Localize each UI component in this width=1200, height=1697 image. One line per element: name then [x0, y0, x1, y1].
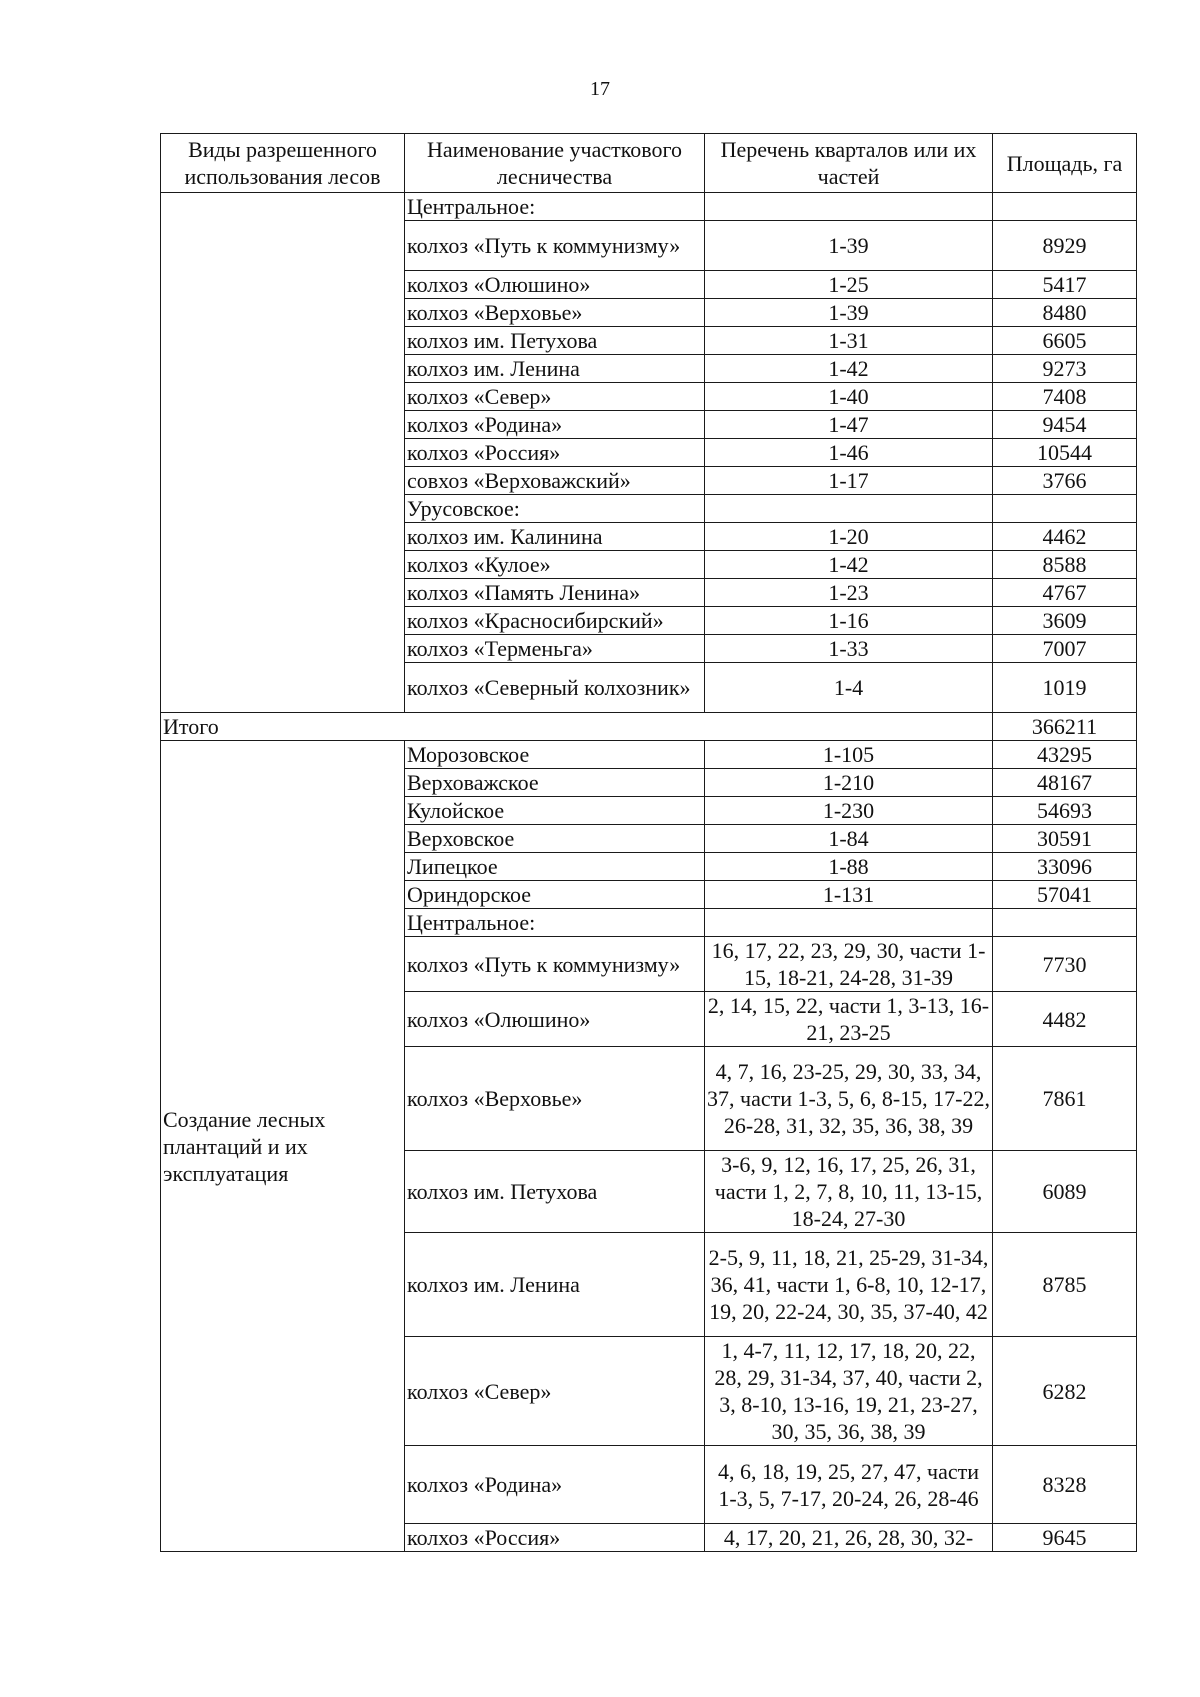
area-cell: 8785	[993, 1233, 1137, 1337]
forestry-name: Центральное:	[405, 909, 705, 937]
forestry-name: колхоз «Россия»	[405, 439, 705, 467]
forestry-name: колхоз им. Петухова	[405, 1151, 705, 1233]
header-use-type: Виды разрешенного использования лесов	[161, 134, 405, 193]
use-type-cell-empty	[161, 193, 405, 713]
forestry-name: колхоз «Родина»	[405, 1446, 705, 1524]
forestry-name: колхоз «Путь к коммунизму»	[405, 937, 705, 992]
area-cell: 9273	[993, 355, 1137, 383]
forestry-name: колхоз «Олюшино»	[405, 992, 705, 1047]
area-cell: 4482	[993, 992, 1137, 1047]
forestry-name: колхоз им. Петухова	[405, 327, 705, 355]
area-cell	[993, 909, 1137, 937]
quarters-cell: 1-17	[705, 467, 993, 495]
area-cell: 7007	[993, 635, 1137, 663]
quarters-cell: 4, 6, 18, 19, 25, 27, 47, части 1-3, 5, 7-17, 20-24, 26, 28-46	[705, 1446, 993, 1524]
forestry-name: колхоз «Кулое»	[405, 551, 705, 579]
header-area: Площадь, га	[993, 134, 1137, 193]
quarters-cell: 1-88	[705, 853, 993, 881]
forestry-name: колхоз «Терменьга»	[405, 635, 705, 663]
total-row	[161, 713, 1137, 741]
quarters-cell: 1-131	[705, 881, 993, 909]
area-cell: 43295	[993, 741, 1137, 769]
area-cell: 8480	[993, 299, 1137, 327]
area-cell: 6089	[993, 1151, 1137, 1233]
area-cell: 6282	[993, 1337, 1137, 1446]
header-forestry-name: Наименование участкового лесничества	[405, 134, 705, 193]
forestry-name: колхоз «Север»	[405, 1337, 705, 1446]
quarters-cell: 4, 7, 16, 23-25, 29, 30, 33, 34, 37, части 1-3, 5, 6, 8-15, 17-22, 26-28, 31, 32, 35, 36, 38, 39	[705, 1047, 993, 1151]
quarters-cell: 1-210	[705, 769, 993, 797]
quarters-cell: 3-6, 9, 12, 16, 17, 25, 26, 31, части 1, 2, 7, 8, 10, 11, 13-15, 18-24, 27-30	[705, 1151, 993, 1233]
forestry-name: Ориндорское	[405, 881, 705, 909]
area-cell: 10544	[993, 439, 1137, 467]
area-cell: 57041	[993, 881, 1137, 909]
area-cell: 54693	[993, 797, 1137, 825]
page-number: 17	[590, 78, 610, 100]
quarters-cell: 1-20	[705, 523, 993, 551]
forestry-name: Центральное:	[405, 193, 705, 221]
total-body	[161, 713, 1137, 741]
forestry-name: колхоз «Верховье»	[405, 1047, 705, 1151]
area-cell: 4767	[993, 579, 1137, 607]
forestry-name: колхоз им. Ленина	[405, 1233, 705, 1337]
quarters-cell: 1-31	[705, 327, 993, 355]
area-cell: 33096	[993, 853, 1137, 881]
forestry-name: колхоз «Родина»	[405, 411, 705, 439]
area-cell: 9454	[993, 411, 1137, 439]
area-cell: 7408	[993, 383, 1137, 411]
quarters-cell	[705, 909, 993, 937]
area-cell: 1019	[993, 663, 1137, 713]
use-type-category: Создание лесных плантаций и их эксплуатация	[161, 741, 405, 1552]
area-cell: 3766	[993, 467, 1137, 495]
forestry-name: колхоз «Олюшино»	[405, 271, 705, 299]
quarters-cell: 1, 4-7, 11, 12, 17, 18, 20, 22, 28, 29, 31-34, 37, 40, части 2, 3, 8-10, 13-16, 19, 21, 23-27, 30, 35, 36, 38, 39	[705, 1337, 993, 1446]
area-cell	[993, 193, 1137, 221]
quarters-cell: 1-39	[705, 299, 993, 327]
forestry-name: колхоз «Россия»	[405, 1524, 705, 1552]
header-quarters: Перечень кварталов или их частей	[705, 134, 993, 193]
table-header-row	[161, 134, 1137, 193]
area-cell: 3609	[993, 607, 1137, 635]
forestry-name: колхоз им. Ленина	[405, 355, 705, 383]
area-cell: 7861	[993, 1047, 1137, 1151]
quarters-cell: 16, 17, 22, 23, 29, 30, части 1-15, 18-21, 24-28, 31-39	[705, 937, 993, 992]
quarters-cell: 1-46	[705, 439, 993, 467]
quarters-cell: 1-4	[705, 663, 993, 713]
quarters-cell: 1-105	[705, 741, 993, 769]
quarters-cell: 1-16	[705, 607, 993, 635]
quarters-cell: 1-25	[705, 271, 993, 299]
quarters-cell: 1-23	[705, 579, 993, 607]
forest-use-table	[160, 133, 1137, 1552]
area-cell: 48167	[993, 769, 1137, 797]
quarters-cell: 1-230	[705, 797, 993, 825]
forestry-name: колхоз «Север»	[405, 383, 705, 411]
area-cell: 8588	[993, 551, 1137, 579]
section1-body	[161, 193, 1137, 713]
table-row	[161, 741, 1137, 769]
area-cell: 30591	[993, 825, 1137, 853]
area-cell: 6605	[993, 327, 1137, 355]
total-value: 366211	[993, 713, 1137, 741]
forestry-name: совхоз «Верховажский»	[405, 467, 705, 495]
total-label: Итого	[161, 713, 993, 741]
area-cell: 9645	[993, 1524, 1137, 1552]
forestry-name: Верховажское	[405, 769, 705, 797]
forestry-name: колхоз «Красносибирский»	[405, 607, 705, 635]
quarters-cell: 4, 17, 20, 21, 26, 28, 30, 32-	[705, 1524, 993, 1552]
forestry-name: Кулойское	[405, 797, 705, 825]
forestry-name: колхоз «Верховье»	[405, 299, 705, 327]
area-cell: 4462	[993, 523, 1137, 551]
quarters-cell: 1-42	[705, 551, 993, 579]
area-cell: 7730	[993, 937, 1137, 992]
quarters-cell: 1-40	[705, 383, 993, 411]
area-cell: 8328	[993, 1446, 1137, 1524]
forestry-name: Урусовское:	[405, 495, 705, 523]
quarters-cell	[705, 193, 993, 221]
quarters-cell: 1-47	[705, 411, 993, 439]
area-cell: 5417	[993, 271, 1137, 299]
quarters-cell: 1-33	[705, 635, 993, 663]
quarters-cell	[705, 495, 993, 523]
quarters-cell: 1-39	[705, 221, 993, 271]
forestry-name: колхоз «Северный колхозник»	[405, 663, 705, 713]
table-row	[161, 193, 1137, 221]
area-cell: 8929	[993, 221, 1137, 271]
quarters-cell: 2, 14, 15, 22, части 1, 3-13, 16-21, 23-25	[705, 992, 993, 1047]
area-cell	[993, 495, 1137, 523]
section2-body	[161, 741, 1137, 1552]
quarters-cell: 1-84	[705, 825, 993, 853]
forestry-name: колхоз «Память Ленина»	[405, 579, 705, 607]
forestry-name: колхоз «Путь к коммунизму»	[405, 221, 705, 271]
forestry-name: Верховское	[405, 825, 705, 853]
forestry-name: Морозовское	[405, 741, 705, 769]
forestry-name: Липецкое	[405, 853, 705, 881]
quarters-cell: 1-42	[705, 355, 993, 383]
forestry-name: колхоз им. Калинина	[405, 523, 705, 551]
quarters-cell: 2-5, 9, 11, 18, 21, 25-29, 31-34, 36, 41, части 1, 6-8, 10, 12-17, 19, 20, 22-24, 30, 35, 37-40, 42	[705, 1233, 993, 1337]
